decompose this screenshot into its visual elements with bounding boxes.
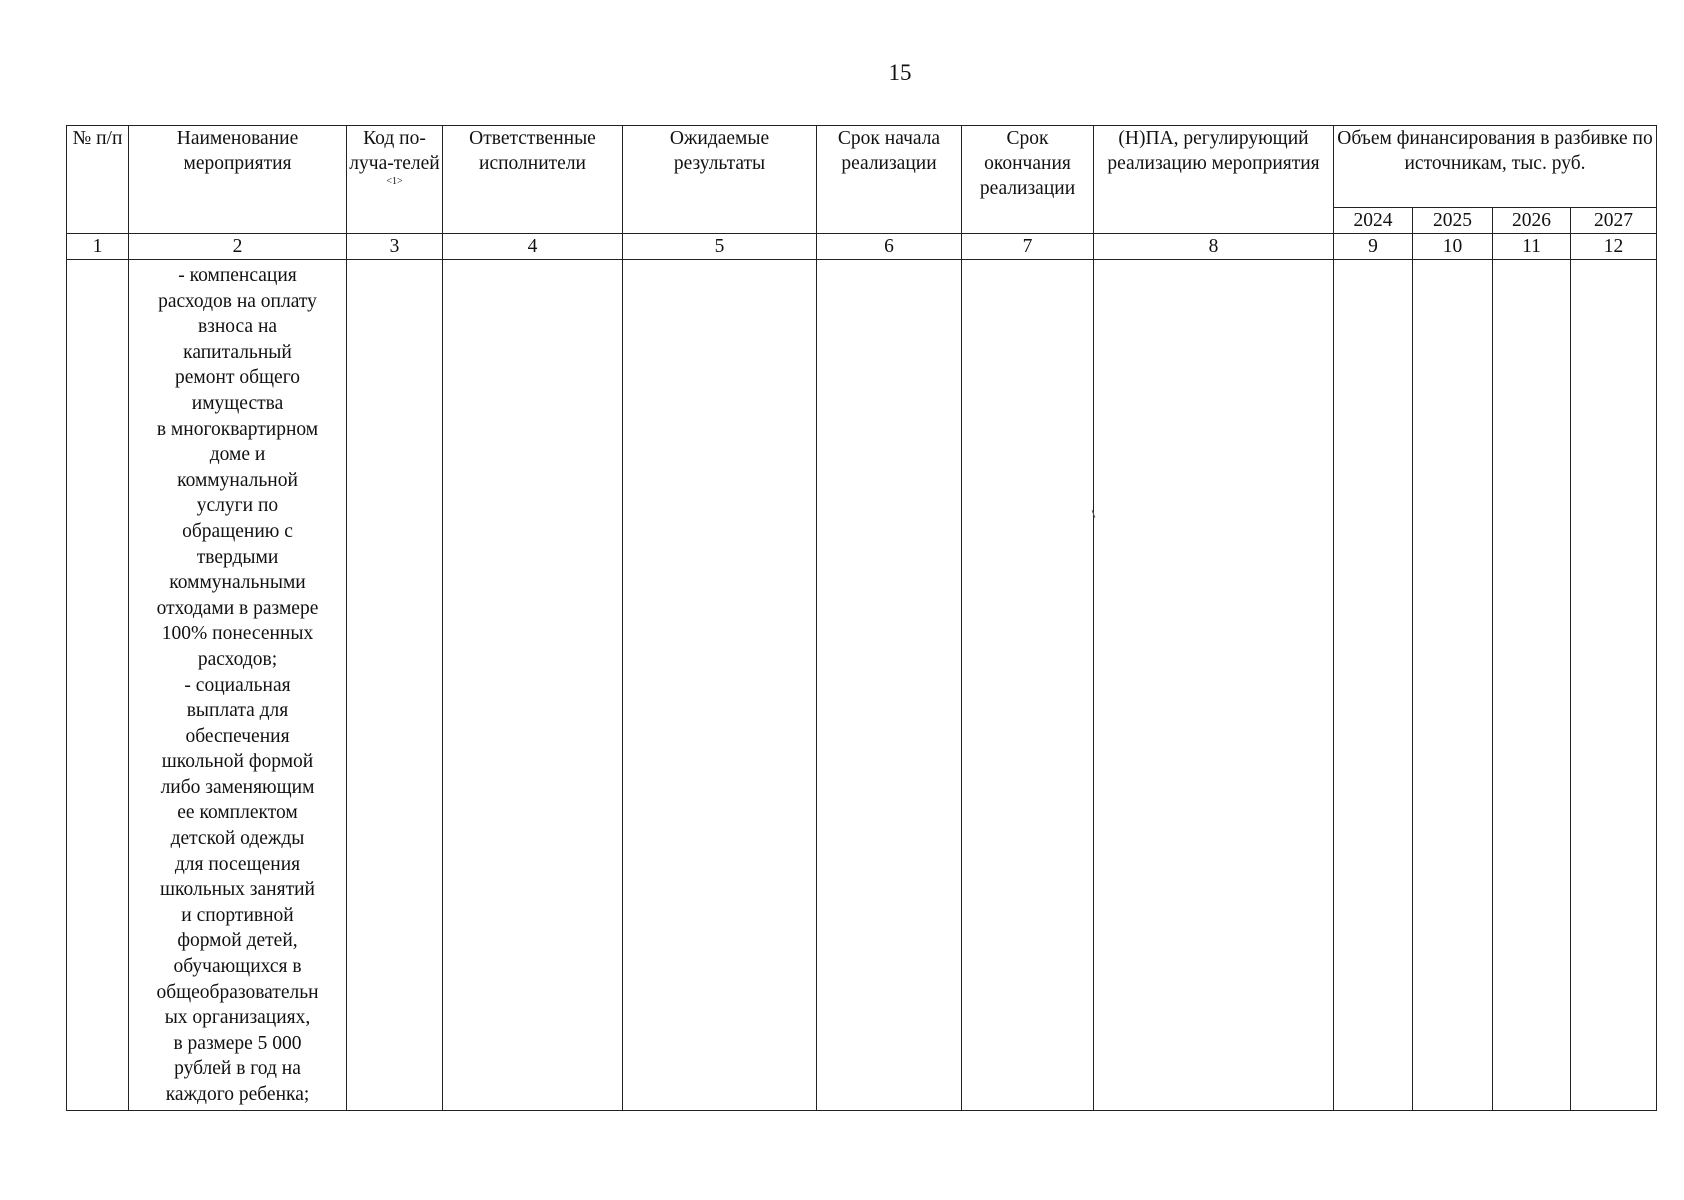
cell-legal-act [1094, 260, 1334, 1111]
cell-funding-2027 [1571, 260, 1657, 1111]
activity-text-line: взноса на [197, 316, 278, 338]
header-year-2024: 2024 [1334, 208, 1413, 234]
activity-text-line: детской одежды [170, 828, 305, 850]
activity-text-line: услуги по [196, 495, 279, 517]
activity-text-line: твердыми [196, 546, 279, 568]
footnote-marker: <1> [386, 176, 403, 187]
header-recipient-code [347, 126, 443, 234]
column-number: 10 [1413, 234, 1493, 260]
cell-end-date [962, 260, 1094, 1111]
activity-description [129, 260, 346, 1108]
column-number: 11 [1493, 234, 1571, 260]
activity-text-line: либо заменяющим [160, 776, 315, 798]
header-year-2025: 2025 [1413, 208, 1493, 234]
activity-text-line: капитальный [183, 341, 292, 363]
column-number: 9 [1334, 234, 1413, 260]
activity-text-line: выплата для [186, 700, 289, 722]
activity-text-line: обучающихся в [173, 956, 302, 978]
cell-expected-results [623, 260, 817, 1111]
cell-funding-2025 [1413, 260, 1493, 1111]
header-activity-name: Наименование мероприятия [129, 126, 347, 234]
header-year-2027: 2027 [1571, 208, 1657, 234]
column-number: 3 [347, 234, 443, 260]
page-number: 15 [888, 60, 912, 85]
header-end-date: Срок окончания реализации [962, 126, 1094, 234]
cell-start-date [817, 260, 962, 1111]
activity-text-line: каждого ребенка; [165, 1084, 310, 1105]
activity-text-line: в многоквартирном [156, 418, 319, 440]
header-legal-act: (Н)ПА, регулирующий реализацию мероприятия [1094, 126, 1334, 234]
activity-text-line: доме и [209, 444, 266, 466]
activity-text-line: школьных занятий [160, 879, 315, 901]
header-start-date: Срок начала реализации [817, 126, 962, 234]
header-responsible: Ответственные исполнители [443, 126, 623, 234]
cell-recipient-code [347, 260, 443, 1111]
column-number: 5 [623, 234, 817, 260]
activity-text-line: коммунальными [169, 572, 306, 594]
activity-text-line: рублей в год на [174, 1058, 301, 1080]
activity-text-line: 100% понесенных [161, 623, 314, 645]
activity-text-line: формой детей, [177, 930, 298, 952]
column-number: 2 [129, 234, 347, 260]
cell-activity-name [129, 260, 347, 1111]
activity-text-line: расходов; [197, 648, 278, 670]
activity-text-line: расходов на оплату [158, 290, 317, 312]
activity-text-line: для посещения [174, 853, 301, 875]
activity-text-line: - социальная [184, 674, 291, 696]
cell-responsible [443, 260, 623, 1111]
activity-text-line: обеспечения [185, 725, 290, 747]
activity-text-line: коммунальной [177, 469, 298, 491]
activity-text-line: имущества [191, 392, 284, 414]
column-number: 4 [443, 234, 623, 260]
header-financing: Объем финансирования в разбивке по источникам, тыс. руб. [1334, 126, 1657, 208]
activity-text-line: - компенсация [178, 265, 297, 286]
activity-text-line: обращению с [182, 520, 293, 542]
table-row [67, 260, 1657, 1111]
cell-funding-2024 [1334, 260, 1413, 1111]
header-number: № п/п [67, 126, 129, 234]
activity-text-line: и спортивной [181, 904, 294, 926]
cell-number [67, 260, 129, 1111]
column-number: 12 [1571, 234, 1657, 260]
cell-funding-2026 [1493, 260, 1571, 1111]
header-recipient-code-label: Код по-луча-телей [349, 128, 440, 174]
activities-table [66, 125, 1657, 1111]
column-number: 8 [1094, 234, 1334, 260]
column-number: 1 [67, 234, 129, 260]
activity-text-line: отходами в размере [156, 597, 319, 619]
header-expected-results: Ожидаемые результаты [623, 126, 817, 234]
column-number: 6 [817, 234, 962, 260]
activity-text-line: школьной формой [161, 751, 314, 773]
activity-text-line: в размере 5 000 [173, 1032, 302, 1054]
column-number: 7 [962, 234, 1094, 260]
activity-text-line: общеобразовательн [156, 981, 319, 1003]
activity-text-line: ремонт общего [175, 367, 300, 389]
header-year-2026: 2026 [1493, 208, 1571, 234]
activity-text-line: ее комплектом [177, 802, 298, 824]
activity-text-line: ых организациях, [164, 1007, 311, 1029]
